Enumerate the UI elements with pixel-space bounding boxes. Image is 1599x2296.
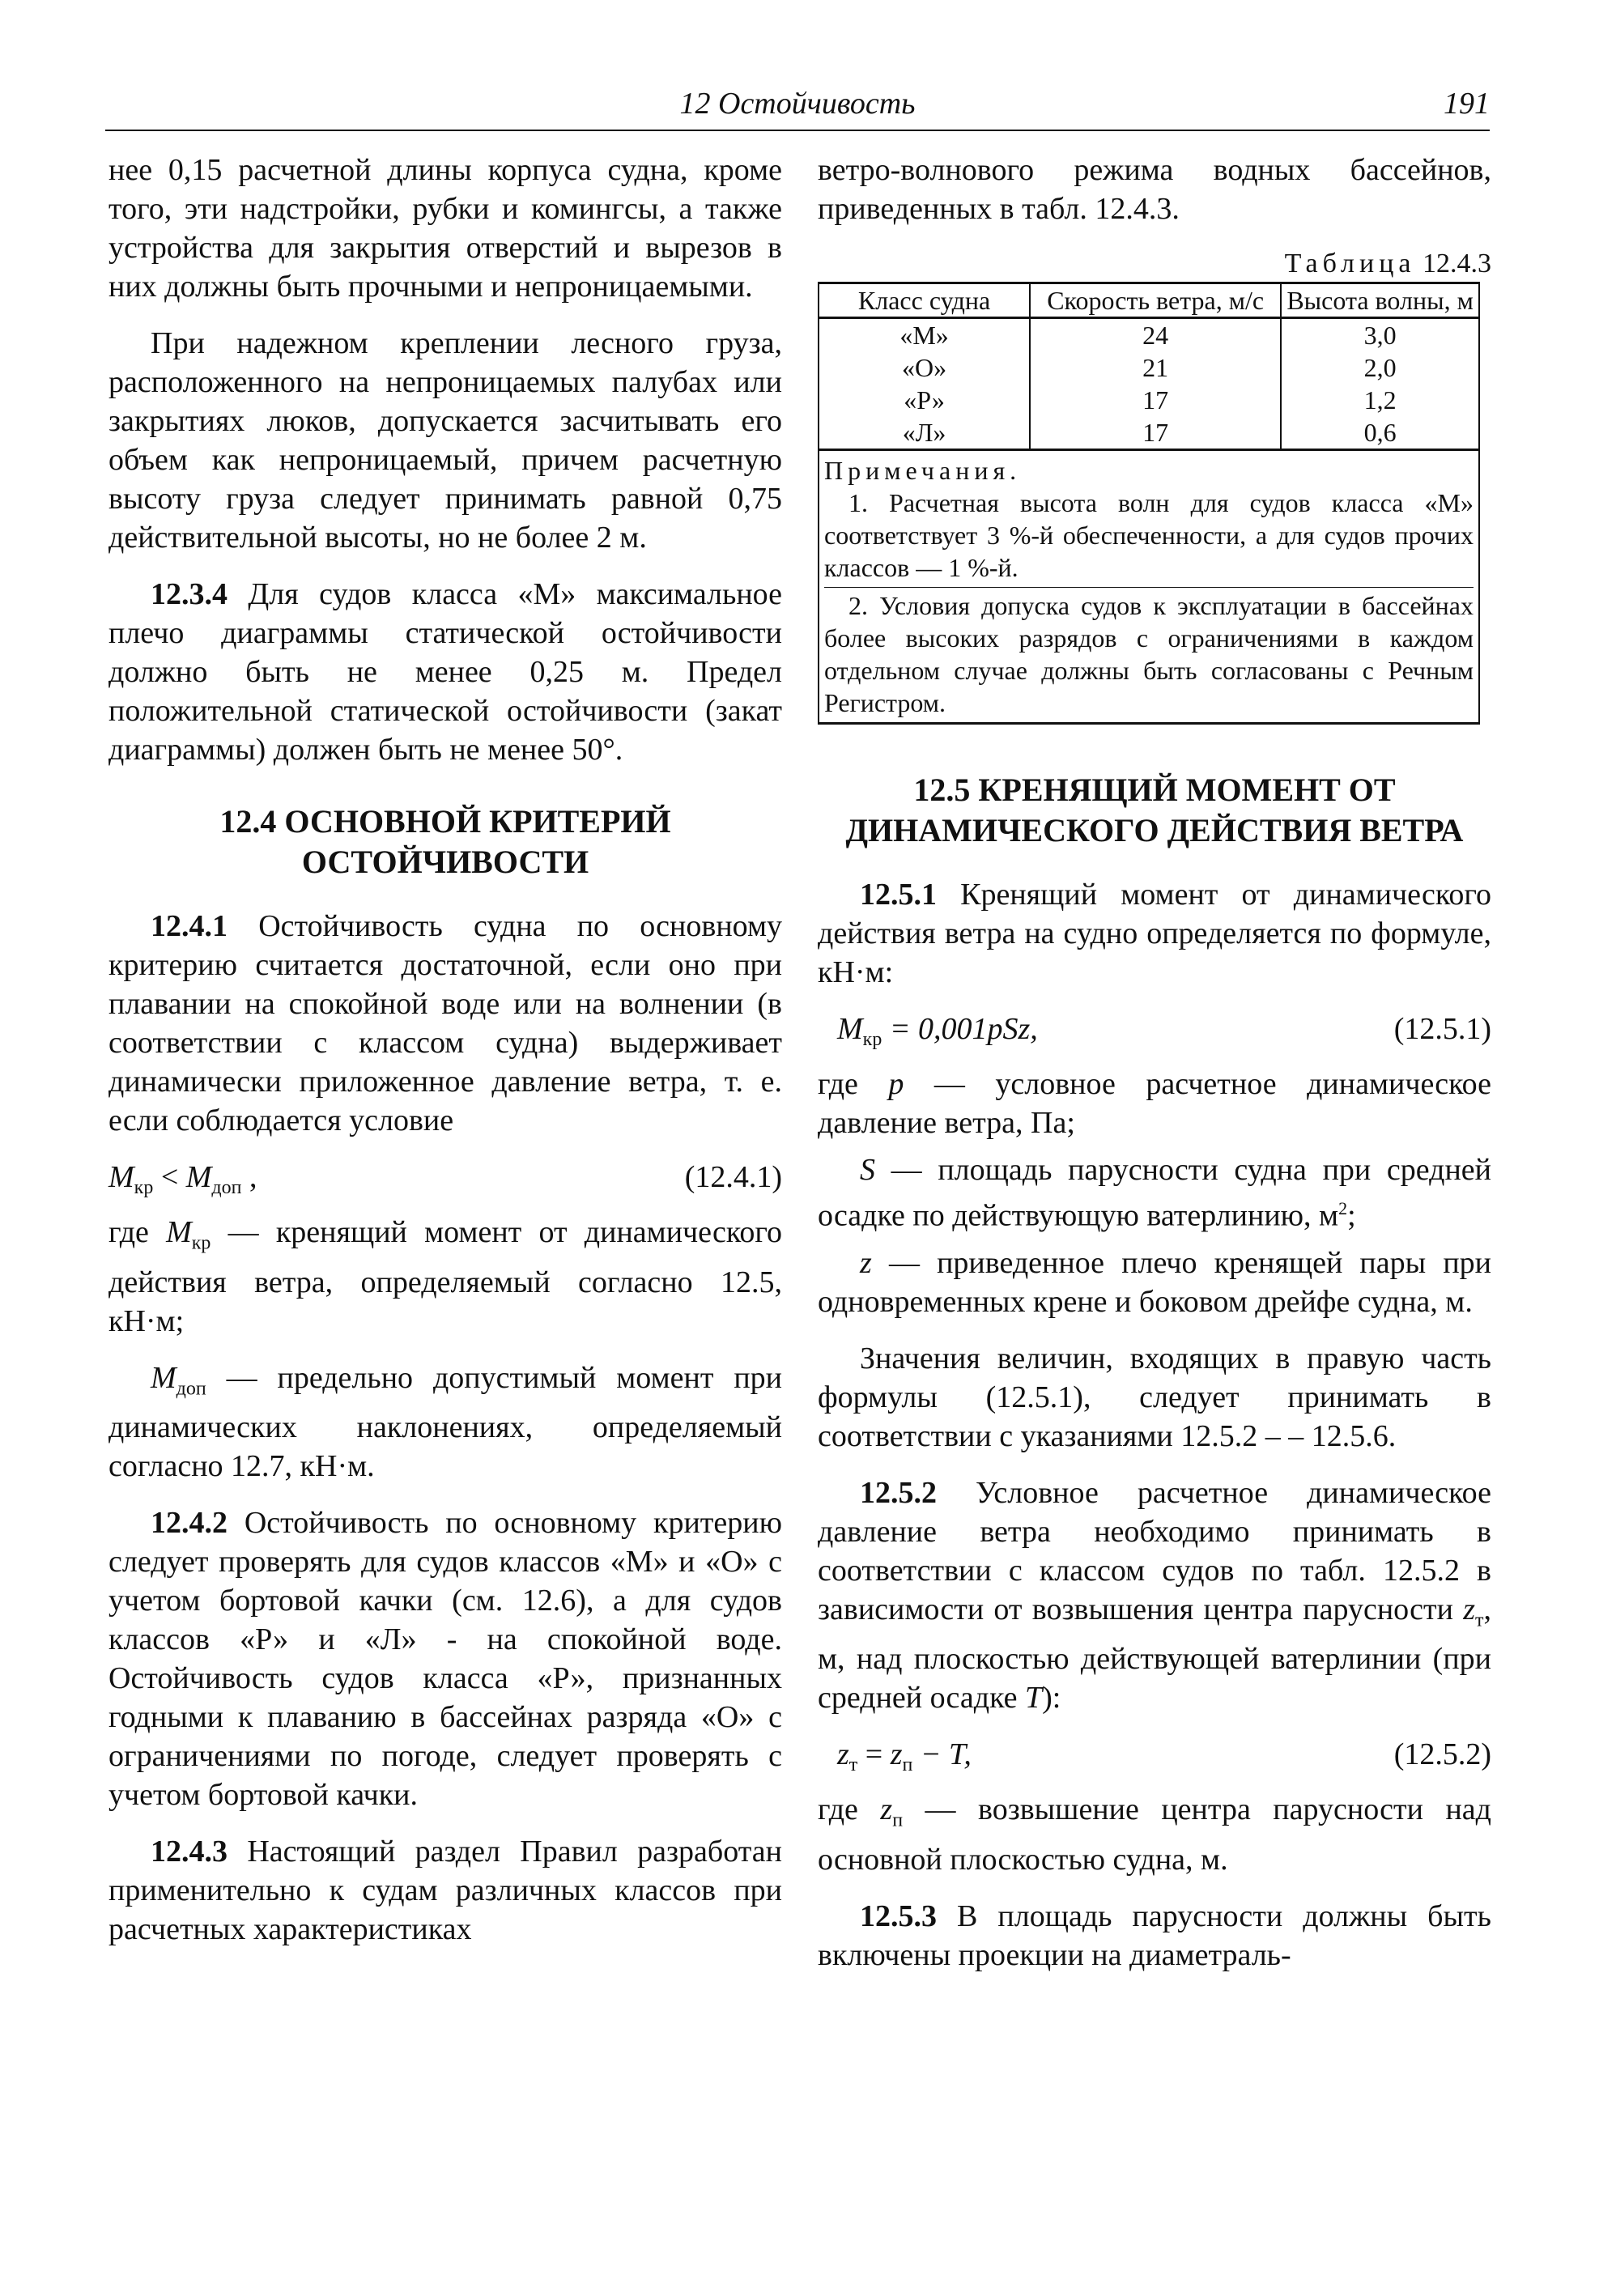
clause-number: 12.5.2 (860, 1475, 937, 1510)
table-row (819, 318, 1479, 352)
table-cell: «Л» (819, 416, 1030, 450)
formula-expression: $M_{кр} < M_{доп}$ , (108, 1160, 257, 1198)
clause-12-4-1 (108, 907, 782, 1140)
table-cell: 2,0 (1281, 351, 1479, 384)
clause-12-3-4 (108, 575, 782, 769)
table-cell: 1,2 (1281, 384, 1479, 416)
definition-z: z — приведенное плечо кренящей пары при одновременных крене и боковом дрейфе судна, м. (818, 1245, 1491, 1319)
definition-mkr: где $M_{кр}$ — кренящий момент от динамического действия ветра, определяемый согласно 12.5, кН·м; (108, 1215, 782, 1338)
clause-number: 12.4.2 (151, 1506, 228, 1541)
heading-line: ОСТОЙЧИВОСТИ (301, 844, 589, 880)
table-row (819, 384, 1479, 416)
formula-12-5-1 (818, 1010, 1491, 1052)
table-cell: «М» (819, 318, 1030, 352)
section-heading-12-5 (818, 770, 1491, 851)
clause-number: 12.4.1 (151, 909, 228, 943)
clause-12-4-2 (108, 1503, 782, 1814)
table-header-row (819, 283, 1479, 318)
column-header: Высота волны, м (1281, 283, 1479, 318)
table-cell: 24 (1030, 318, 1281, 352)
table-cell: 0,6 (1281, 416, 1479, 450)
clause-12-5-3 (818, 1897, 1491, 1975)
column-header: Скорость ветра, м/с (1030, 283, 1281, 318)
clause-12-5-1 (818, 875, 1491, 992)
clause-text: Для судов класса «М» максимальное плечо диаграммы статической остойчивости должно быть не менее 0,25 м. Предел положительной статической остойчивости (закат диаграммы) должен быть не менее 50°. (108, 577, 782, 767)
formula-12-4-1 (108, 1158, 782, 1200)
column-header: Класс судна (819, 283, 1030, 318)
notes-title: Примечания. (824, 456, 1022, 485)
note-item: 1. Расчетная высота волн для судов класса «М» соответствует 3 %-й обеспеченности, а для судов прочих классов — 1 %-й. (824, 488, 1474, 582)
table-cell: 3,0 (1281, 318, 1479, 352)
right-column (818, 151, 1491, 1992)
definition-p: где p — условное расчетное динамическое давление ветра, Па; (818, 1067, 1491, 1140)
formula-12-5-2 (818, 1735, 1491, 1777)
page-number: 191 (1444, 87, 1490, 121)
table-row (819, 351, 1479, 384)
clause-number: 12.5.3 (860, 1898, 937, 1933)
heading-line: 12.5 КРЕНЯЩИЙ МОМЕНТ ОТ (913, 772, 1396, 808)
clause-text: В площадь парусности должны быть включены проекции на диаметраль- (818, 1898, 1491, 1972)
table-caption: Таблица 12.4.3 (1284, 249, 1491, 278)
running-title: 12 Остойчивость (679, 87, 916, 121)
formula-expression: $z_т = z_п - T$, (837, 1737, 972, 1776)
table-cell: 21 (1030, 351, 1281, 384)
paragraph-values: Значения величин, входящих в правую часть формулы (12.5.1), следует принимать в соответствии с указаниями 12.5.2 – – 12.5.6. (818, 1341, 1491, 1453)
definition-zp: где $z_п$ — возвышение центра парусности над основной плоскостью судна, м. (818, 1792, 1491, 1877)
table-row (819, 416, 1479, 450)
page-header (105, 81, 1490, 131)
section-heading-12-4 (108, 801, 782, 882)
heading-line: ДИНАМИЧЕСКОГО ДЕЙСТВИЯ ВЕТРА (845, 812, 1464, 848)
table-cell: 17 (1030, 416, 1281, 450)
heading-line: 12.4 ОСНОВНОЙ КРИТЕРИЙ (219, 803, 671, 840)
formula-number: (12.4.1) (684, 1160, 782, 1194)
note-item: 2. Условия допуска судов к эксплуатации в бассейнах более высоких разрядов с ограничениями в каждом отдельном случае должны быть согласованы с Речным Регистром. (824, 587, 1474, 719)
definition-mdop: $M_{доп}$ — предельно допустимый момент при динамических наклонениях, определяемый согласно 12.7, кН·м. (108, 1360, 782, 1484)
clause-number: 12.3.4 (151, 577, 228, 611)
table-notes (819, 450, 1479, 724)
formula-number: (12.5.2) (1393, 1737, 1491, 1772)
clause-12-5-2: 12.5.2 Условное расчетное динамическое давление ветра необходимо принимать в соответствии с классом судов по табл. 12.5.2 в зависимости от возвышения центра парусности $z_т$, м, над плоскостью действующей ватерлинии (при средней осадке T): (818, 1475, 1491, 1716)
definition-S: S — площадь парусности судна при средней осадке по действующую ватерлинию, $м^2$; (818, 1153, 1491, 1233)
left-column (108, 151, 782, 1966)
formula-number: (12.5.1) (1393, 1012, 1491, 1046)
table-cell: 17 (1030, 384, 1281, 416)
clause-number: 12.4.3 (151, 1835, 228, 1869)
paragraph-continued: нее 0,15 расчетной длины корпуса судна, кроме того, эти надстройки, рубки и комингсы, а также устройства для закрытия отверстий и вырезов в них должны быть прочными и непроницаемыми. (108, 153, 782, 304)
paragraph-timber-cargo: При надежном креплении лесного груза, расположенного на непроницаемых палубах или закрытиях люков, допускается засчитывать его объем как непроницаемый, причем расчетную высоту груза следует принимать равной 0,75 действительной высоты, но не более 2 м. (108, 326, 782, 555)
table-12-4-3 (818, 282, 1480, 725)
clause-text: Остойчивость по основному критерию следует проверять для судов классов «М» и «О» с учетом бортовой качки (см. 12.6), а для судов классов «Р» и «Л» - на спокойной воде. Остойчивость судов класса «Р», признанных годными к плаванию в бассейнах разряда «О» с ограничениями по погоде, следует проверять с учетом бортовой качки. (108, 1506, 782, 1813)
clause-text: Настоящий раздел Правил разработан применительно к судам различных классов при расчетных характеристиках (108, 1835, 782, 1947)
paragraph-continued: ветро-волнового режима водных бассейнов, приведенных в табл. 12.4.3. (818, 153, 1491, 226)
clause-text: Остойчивость судна по основному критерию считается достаточной, если оно при плавании на спокойной воде или на волнении (в соответствии с классом судна) выдерживает динамически приложенное давление ветра, т. е. если соблюдается условие (108, 909, 782, 1137)
clause-12-4-3 (108, 1832, 782, 1949)
table-cell: «Р» (819, 384, 1030, 416)
table-notes-row (819, 450, 1479, 724)
formula-expression: $M_{кр} = 0,001pSz$, (837, 1012, 1038, 1050)
clause-number: 12.5.1 (860, 878, 937, 912)
table-cell: «О» (819, 351, 1030, 384)
clause-text: Кренящий момент от динамического действия ветра на судно определяется по формуле, кН·м: (818, 878, 1491, 989)
